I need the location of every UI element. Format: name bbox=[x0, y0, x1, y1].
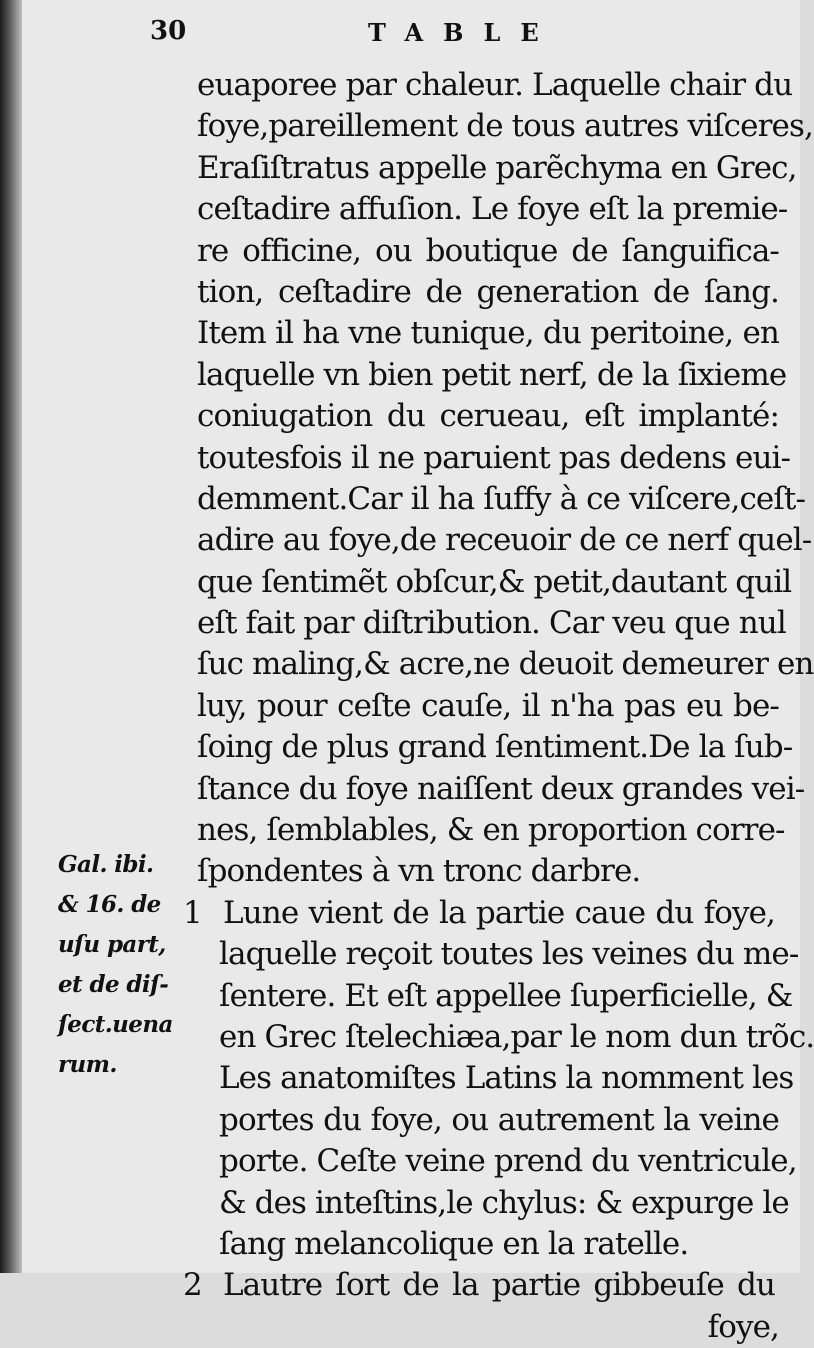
text-line: Lautre ſort de la partie gibbeuſe du bbox=[223, 1267, 775, 1304]
text-line: & des inteſtins,le chylus: & expurge le bbox=[219, 1184, 789, 1221]
margin-line: & 16. de bbox=[58, 891, 161, 918]
text-line: laquelle reçoit toutes les veines du me- bbox=[219, 936, 799, 973]
margin-line: Gal. ibi. bbox=[58, 851, 154, 878]
text-line: coniugation du cerueau, eſt implanté: bbox=[197, 398, 779, 435]
marginal-citation bbox=[58, 845, 186, 1085]
text-line: laquelle vn bien petit nerf, de la ſixieme bbox=[197, 356, 787, 393]
text-line: nes, ſemblables, & en proportion corre- bbox=[197, 812, 785, 849]
text-line: eſt fait par diſtribution. Car veu que nul bbox=[197, 605, 786, 642]
text-line: en Grec ſtelechiæa,par le nom dun trõc. bbox=[219, 1018, 814, 1055]
catchword: foye, bbox=[707, 1308, 779, 1345]
text-line: ſpondentes à vn tronc darbre. bbox=[197, 853, 641, 890]
text-line: Lune vient de la partie caue du foye, bbox=[223, 894, 775, 931]
text-line: Item il ha vne tunique, du peritoine, en bbox=[197, 315, 779, 352]
text-line: euaporee par chaleur. Laquelle chair du bbox=[197, 67, 793, 103]
margin-line: uſu part, bbox=[58, 931, 166, 958]
item-number: 2 bbox=[183, 1267, 202, 1304]
text-line: ſang melancolique en la ratelle. bbox=[219, 1225, 689, 1262]
text-line: ceſtadire affuſion. Le foye eſt la premie- bbox=[197, 191, 788, 228]
body-text bbox=[183, 65, 814, 1348]
running-head: TABLE bbox=[368, 18, 559, 47]
text-line: ſentere. Et eſt appellee ſuperficielle, & bbox=[219, 977, 793, 1014]
text-line: ſuc maling,& acre,ne deuoit demeurer en bbox=[197, 646, 814, 683]
text-line: re officine, ou boutique de ſanguifica- bbox=[197, 232, 779, 269]
page-header bbox=[150, 14, 790, 54]
binding-gutter-shadow bbox=[0, 0, 22, 1273]
text-line: foye,pareillement de tous autres viſceres, bbox=[197, 108, 813, 145]
text-line: demment.Car il ha ſuffy à ce viſcere,ceſt- bbox=[197, 480, 806, 517]
text-line: ſtance du foye naiſſent deux grandes vei- bbox=[197, 770, 805, 807]
text-line: tion, ceſtadire de generation de ſang. bbox=[197, 273, 779, 310]
margin-line: et de diſ- bbox=[58, 971, 169, 998]
text-line: adire au foye,de receuoir de ce nerf quel- bbox=[197, 522, 812, 559]
item-number: 1 bbox=[183, 894, 202, 931]
numbered-item-1-first-line bbox=[183, 893, 779, 934]
text-line: ſoing de plus grand ſentiment.De la ſub- bbox=[197, 729, 793, 766]
text-line: que ſentimẽt obſcur,& petit,dautant quil bbox=[197, 563, 792, 600]
text-line: Les anatomiſtes Latins la nomment les bbox=[219, 1060, 794, 1097]
page-number: 30 bbox=[150, 16, 187, 46]
text-line: porte. Ceſte veine prend du ventricule, bbox=[219, 1143, 797, 1180]
text-line: portes du foye, ou autrement la veine bbox=[219, 1101, 779, 1138]
text-line: luy, pour ceſte cauſe, il n'ha pas eu be- bbox=[197, 687, 779, 724]
margin-line: ſect.uena bbox=[58, 1011, 173, 1038]
text-line: Eraſiſtratus appelle parẽchyma en Grec, bbox=[197, 149, 797, 186]
text-line: toutesfois il ne paruient pas dedens eui- bbox=[197, 439, 791, 476]
numbered-item-2-first-line bbox=[183, 1265, 779, 1306]
margin-line: rum. bbox=[58, 1051, 117, 1078]
